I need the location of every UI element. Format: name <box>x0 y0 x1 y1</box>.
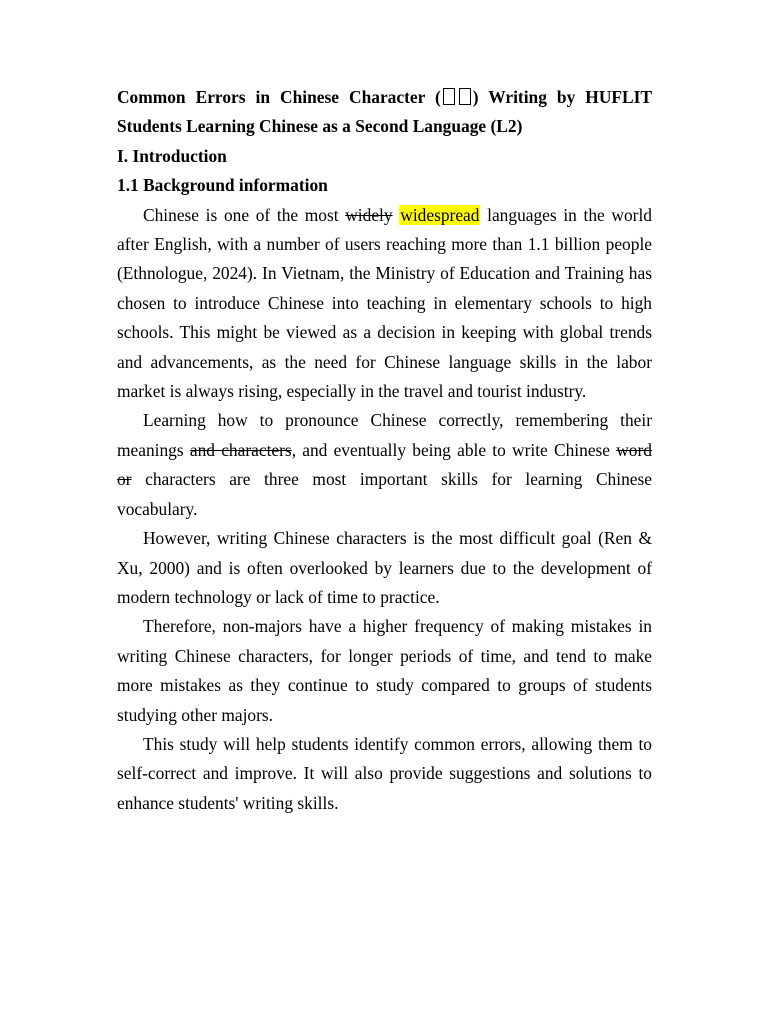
paragraph-1 <box>117 201 652 407</box>
missing-glyph-box <box>443 88 455 105</box>
p2-part-3: characters are three most important skills for learning Chinese vocabulary. <box>117 469 652 519</box>
section-heading: I. Introduction <box>117 145 227 166</box>
deleted-text: and characters <box>189 439 292 460</box>
title-part-2: ) Writing by HUFLIT Students Learning Chinese as a Second Language (L2) <box>117 87 652 137</box>
paragraph-2 <box>117 406 652 524</box>
paragraph-5: This study will help students identify common errors, allowing them to self-correct and improve. It will also provide suggestions and solutions to enhance students' writing skills. <box>117 733 652 813</box>
paragraph-4: Therefore, non-majors have a higher frequency of making mistakes in writing Chinese characters, for longer periods of time, and tend to make more mistakes as they continue to study compared to groups of students studying other majors. <box>117 616 652 725</box>
missing-glyph-box <box>459 88 471 105</box>
subsection-heading: 1.1 Background information <box>117 175 328 196</box>
deleted-text: widely <box>345 204 393 225</box>
p1-after: languages in the world after English, with a number of users reaching more than 1.1 billion people (Ethnologue, 2024). In Vietnam, the Ministry of Education and Training has chosen to introduce Chinese into teaching in elementary schools to high schools. This might be viewed as a decision in keeping with global trends and advancements, as the need for Chinese language skills in the labor market is always rising, especially in the travel and tourist industry. <box>117 204 652 402</box>
highlighted-inserted-text: widespread <box>400 204 480 225</box>
document-title <box>117 83 652 142</box>
p2-part-1: Learning how to pronounce Chinese correctly, remembering their meanings <box>117 410 652 460</box>
document-page <box>117 83 652 818</box>
title-part-1: Common Errors in Chinese Character ( <box>117 87 441 107</box>
paragraph-3: However, writing Chinese characters is the most difficult goal (Ren & Xu, 2000) and is often overlooked by learners due to the development of modern technology or lack of time to practice. <box>117 528 652 607</box>
p1-before: Chinese is one of the most <box>143 204 346 225</box>
deleted-text: word or <box>117 439 652 490</box>
p2-part-2: , and eventually being able to write Chinese <box>291 439 617 460</box>
